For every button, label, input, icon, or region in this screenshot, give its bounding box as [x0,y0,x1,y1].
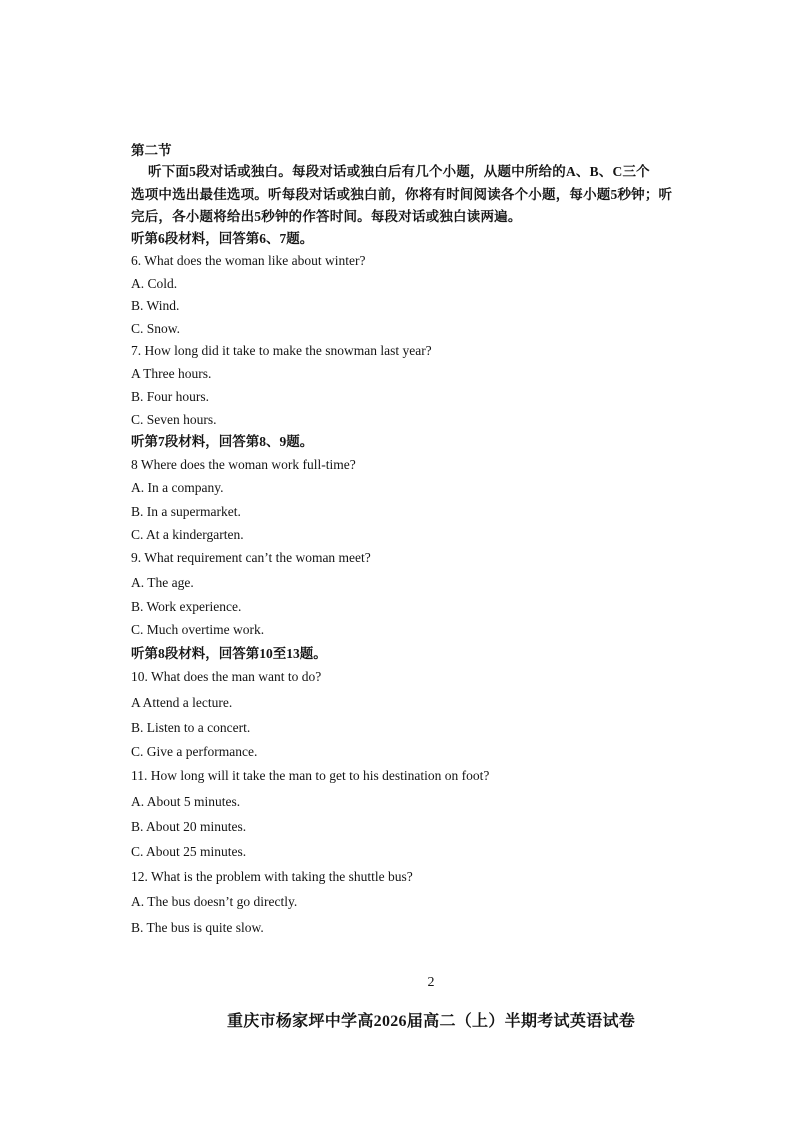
question-8-option-c: C. At a kindergarten. [131,527,244,542]
question-12-option-a: A. The bus doesn’t go directly. [131,894,298,909]
question-10-option-c: C. Give a performance. [131,744,258,759]
instruction-line-2: 选项中选出最佳选项。听每段对话或独白前，你将有时间阅读各个小题，每小题5秒钟；听 [131,187,673,202]
question-11: 11. How long will it take the man to get to his destination on foot? [131,768,490,783]
question-12-option-b: B. The bus is quite slow. [131,920,264,935]
question-9-option-c: C. Much overtime work. [131,622,265,637]
question-7: 7. How long did it take to make the snowman last year? [131,343,432,358]
instruction-line-3: 完后，各小题将给出5秒钟的作答时间。每段对话或独白读两遍。 [131,209,522,224]
question-6-option-b: B. Wind. [131,298,180,313]
question-11-option-c: C. About 25 minutes. [131,844,247,859]
question-6-option-a: A. Cold. [131,276,178,291]
question-8-option-a: A. In a company. [131,480,224,495]
question-7-option-c: C. Seven hours. [131,412,217,427]
question-11-option-a: A. About 5 minutes. [131,794,241,809]
question-8: 8 Where does the woman work full-time? [131,457,356,472]
question-7-option-b: B. Four hours. [131,389,210,404]
question-9: 9. What requirement can’t the woman meet? [131,550,371,565]
question-6: 6. What does the woman like about winter? [131,253,366,268]
group-heading-7: 听第7段材料，回答第8、9题。 [131,434,314,449]
question-8-option-b: B. In a supermarket. [131,504,241,519]
group-heading-6: 听第6段材料，回答第6、7题。 [131,231,314,246]
page-footer: 重庆市杨家坪中学高2026届高二（上）半期考试英语试卷 [226,1013,636,1030]
instruction-line-1: 听下面5段对话或独白。每段对话或独白后有几个小题，从题中所给的A、B、C三个 [148,164,650,179]
question-9-option-b: B. Work experience. [131,599,242,614]
question-10-option-a: A Attend a lecture. [131,695,233,710]
group-heading-8: 听第8段材料，回答第10至13题。 [131,646,327,661]
question-12: 12. What is the problem with taking the shuttle bus? [131,869,413,884]
section-title: 第二节 [131,143,172,158]
question-10-option-b: B. Listen to a concert. [131,720,251,735]
question-11-option-b: B. About 20 minutes. [131,819,247,834]
question-6-option-c: C. Snow. [131,321,181,336]
question-9-option-a: A. The age. [131,575,194,590]
question-10: 10. What does the man want to do? [131,669,322,684]
question-7-option-a: A Three hours. [131,366,212,381]
page-number: 2 [427,975,435,990]
